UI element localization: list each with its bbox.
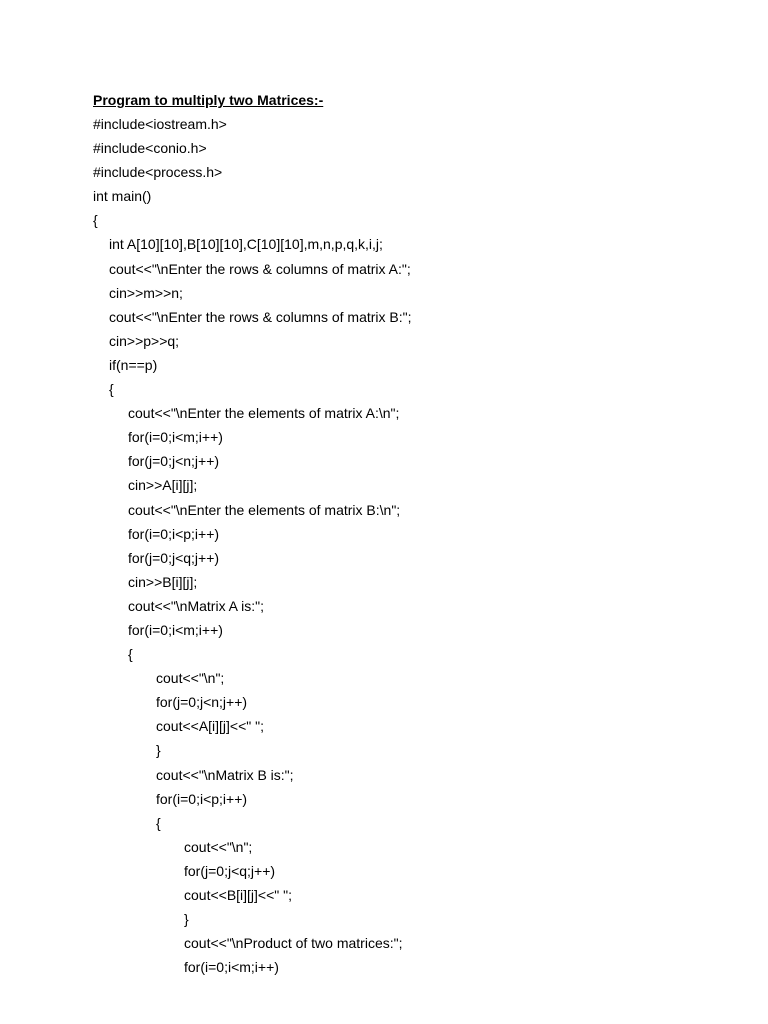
code-line: for(j=0;j<n;j++) [156, 694, 248, 711]
code-line: for(i=0;i<m;i++) [184, 959, 279, 976]
code-line: for(j=0;j<n;j++) [128, 453, 220, 470]
code-line: cout<<"\nEnter the elements of matrix A:\n"; [128, 405, 400, 422]
code-line: cin>>B[i][j]; [128, 573, 198, 590]
code-line: } [184, 911, 189, 928]
code-line: #include<process.h> [93, 164, 223, 181]
code-line: cout<<"\n"; [184, 838, 253, 855]
code-line: for(j=0;j<q;j++) [184, 862, 276, 879]
code-line: #include<iostream.h> [93, 116, 227, 132]
code-line: int A[10][10],B[10][10],C[10][10],m,n,p,q,k,i,j; [109, 236, 383, 253]
code-line: cout<<A[i][j]<<" "; [156, 718, 265, 735]
code-line: for(j=0;j<q;j++) [128, 549, 220, 566]
code-line: for(i=0;i<p;i++) [156, 790, 248, 807]
code-line: cout<<B[i][j]<<" "; [184, 887, 293, 903]
code-line: for(i=0;i<m;i++) [128, 429, 223, 446]
code-line: { [156, 814, 161, 831]
code-line: for(i=0;i<p;i++) [128, 525, 220, 542]
code-line: cout<<"\nMatrix A is:"; [128, 597, 265, 614]
code-line: for(i=0;i<m;i++) [128, 621, 223, 638]
code-line: { [109, 381, 114, 398]
code-line: #include<conio.h> [93, 140, 207, 157]
code-line: cout<<"\nMatrix B is:"; [156, 766, 294, 783]
code-line: cin>>m>>n; [109, 284, 183, 301]
code-line: cout<<"\nEnter the rows & columns of matrix A:"; [109, 260, 411, 277]
code-line: { [128, 646, 133, 663]
code-line: cout<<"\nEnter the rows & columns of matrix B:"; [109, 308, 412, 325]
code-line: int main() [93, 188, 152, 205]
code-listing [93, 114, 412, 981]
code-line: cin>>A[i][j]; [128, 477, 198, 494]
code-line: cout<<"\n"; [156, 670, 225, 687]
code-line: cin>>p>>q; [109, 332, 180, 349]
code-line: cout<<"\nEnter the elements of matrix B:\n"; [128, 501, 401, 518]
document-title: Program to multiply two Matrices:- [93, 92, 324, 108]
code-line: { [93, 212, 98, 229]
code-line: cout<<"\nProduct of two matrices:"; [184, 935, 403, 952]
code-line: if(n==p) [109, 356, 158, 373]
code-line: } [156, 742, 161, 759]
